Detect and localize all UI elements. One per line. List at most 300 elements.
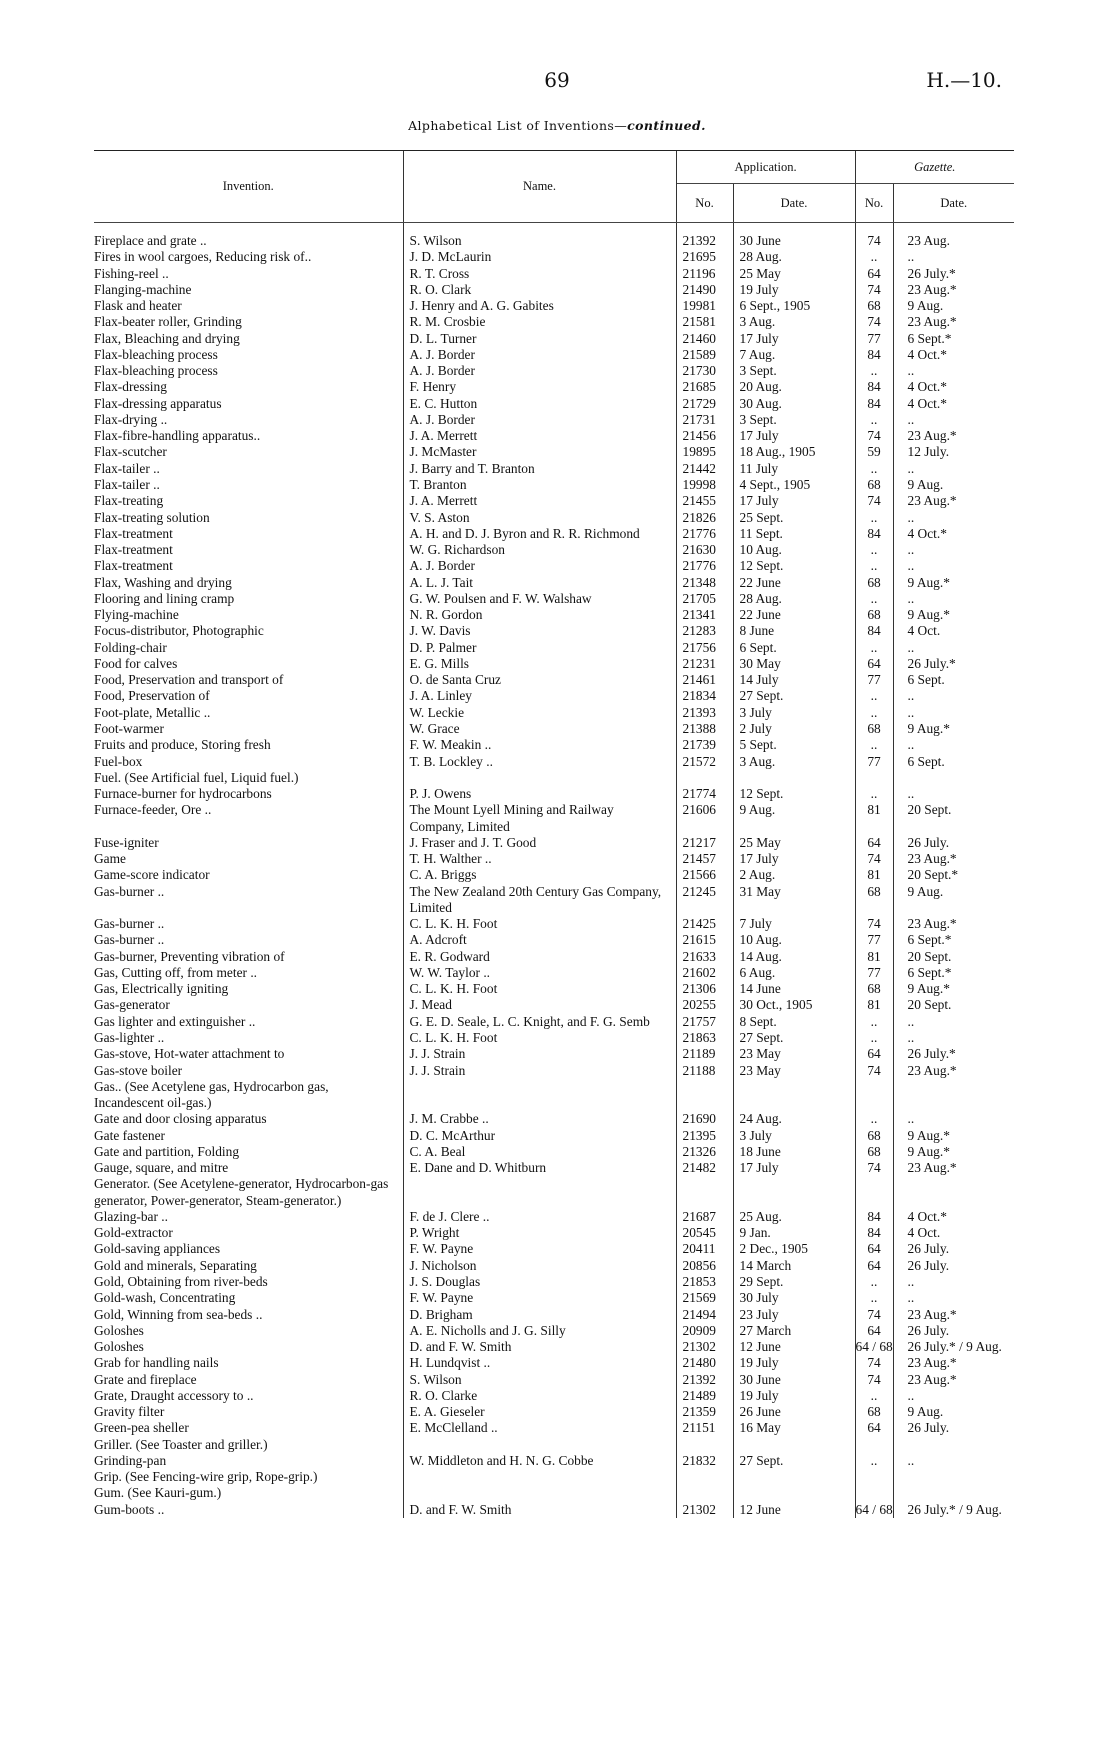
cell-no: 19981 [676, 298, 733, 314]
table-row [94, 802, 1014, 835]
table-row [94, 1290, 1014, 1306]
table-row [94, 1160, 1014, 1176]
cell-date: 12 Sept. [733, 558, 855, 574]
cell-date: 3 Aug. [733, 314, 855, 330]
cell-gdate: 23 Aug.* [893, 1307, 1014, 1323]
cell-no: 21853 [676, 1274, 733, 1290]
cell-no: 21581 [676, 314, 733, 330]
cell-no: 21776 [676, 526, 733, 542]
table-row [94, 949, 1014, 965]
cell-gdate: 9 Aug.* [893, 1128, 1014, 1144]
cell-no: 21341 [676, 607, 733, 623]
cell-date: 28 Aug. [733, 591, 855, 607]
cell-inv: Gas-lighter .. [94, 1030, 165, 1046]
cell-inv: Gas-burner, Preventing vibration of [94, 948, 285, 964]
cell-gno: .. [855, 786, 893, 802]
cell-name: A. L. J. Tait [403, 575, 676, 591]
table-row [94, 558, 1014, 574]
table-row [94, 510, 1014, 526]
cell-inv: Flax, Bleaching and drying [94, 330, 240, 346]
cell-date: 3 July [733, 705, 855, 721]
cell-no [676, 770, 733, 786]
table-row [94, 705, 1014, 721]
cell-inv: Flanging-machine [94, 281, 192, 297]
cell-inv: Grab for handling nails [94, 1355, 219, 1371]
cell-gno: .. [855, 1030, 893, 1046]
table-row [94, 266, 1014, 282]
cell-no: 20856 [676, 1258, 733, 1274]
table-row [94, 1307, 1014, 1323]
cell-date: 30 Oct., 1905 [733, 997, 855, 1013]
cell-date: 12 Sept. [733, 786, 855, 802]
cell-inv: Flax-beater roller, Grinding [94, 314, 242, 330]
cell-gdate: 6 Sept. [893, 672, 1014, 688]
cell-gno: 68 [855, 721, 893, 737]
cell-name: S. Wilson [403, 1372, 676, 1388]
cell-inv: Gold-wash, Concentrating [94, 1290, 236, 1306]
cell-no: 21690 [676, 1111, 733, 1127]
cell-gdate: 26 July. [893, 1420, 1014, 1436]
table-row [94, 363, 1014, 379]
cell-name [403, 1079, 676, 1112]
cell-inv: Flooring and lining cramp [94, 590, 235, 606]
cell-inv: Gas-generator [94, 997, 170, 1013]
cell-gdate: 23 Aug.* [893, 851, 1014, 867]
cell-name: F. W. Meakin .. [403, 737, 676, 753]
cell-name: A. J. Border [403, 347, 676, 363]
cell-name: A. H. and D. J. Byron and R. R. Richmond [403, 526, 676, 542]
cell-gdate: 4 Oct.* [893, 1209, 1014, 1225]
cell-gdate [893, 1437, 1014, 1453]
cell-inv: Gas, Electrically igniting [94, 981, 229, 997]
table-row [94, 835, 1014, 851]
cell-gno: .. [855, 640, 893, 656]
document-code: H.—10. [926, 68, 1002, 92]
cell-name: J. W. Davis [403, 623, 676, 639]
cell-inv: Fires in wool cargoes, Reducing risk of.. [94, 249, 312, 265]
cell-no: 21395 [676, 1128, 733, 1144]
cell-no: 21457 [676, 851, 733, 867]
cell-name: D. and F. W. Smith [403, 1339, 676, 1355]
cell-gdate: 9 Aug.* [893, 575, 1014, 591]
cell-name: D. L. Turner [403, 331, 676, 347]
cell-gdate: 26 July.* / 9 Aug. [893, 1339, 1014, 1355]
cell-inv: Gas-burner .. [94, 932, 165, 948]
table-row [94, 1225, 1014, 1241]
cell-no: 21705 [676, 591, 733, 607]
cell-date: 6 Aug. [733, 965, 855, 981]
cell-gno: 74 [855, 282, 893, 298]
cell-gno: 68 [855, 575, 893, 591]
cell-name: S. Wilson [403, 233, 676, 249]
table-row [94, 591, 1014, 607]
cell-gno: 77 [855, 672, 893, 688]
cell-no: 21757 [676, 1014, 733, 1030]
cell-date: 3 Sept. [733, 363, 855, 379]
cell-gdate: .. [893, 1290, 1014, 1306]
cell-inv: Gas-burner .. [94, 883, 165, 899]
cell-gno [855, 1485, 893, 1501]
cell-gno: 68 [855, 607, 893, 623]
cell-date: 18 June [733, 1144, 855, 1160]
cell-no: 20411 [676, 1241, 733, 1257]
cell-inv: Gold, Winning from sea-beds .. [94, 1306, 263, 1322]
cell-gno [855, 1469, 893, 1485]
cell-gdate: 23 Aug. [893, 233, 1014, 249]
cell-name: J. McMaster [403, 444, 676, 460]
cell-gdate: .. [893, 558, 1014, 574]
cell-date: 12 June [733, 1339, 855, 1355]
cell-no: 21231 [676, 656, 733, 672]
cell-date: 27 March [733, 1323, 855, 1339]
cell-inv: Flax-tailer .. [94, 476, 160, 492]
cell-inv: Glazing-bar .. [94, 1208, 168, 1224]
table-row [94, 623, 1014, 639]
cell-inv: Game-score indicator [94, 867, 210, 883]
cell-gdate: 4 Oct.* [893, 526, 1014, 542]
cell-no: 21151 [676, 1420, 733, 1436]
cell-gno: .. [855, 542, 893, 558]
cell-no: 21425 [676, 916, 733, 932]
cell-inv: Flax-treatment [94, 542, 173, 558]
cell-gdate: 20 Sept. [893, 949, 1014, 965]
cell-inv: Foot-plate, Metallic .. [94, 704, 211, 720]
cell-gno [855, 770, 893, 786]
cell-gdate: 23 Aug.* [893, 314, 1014, 330]
cell-gdate: 9 Aug.* [893, 721, 1014, 737]
cell-gdate: .. [893, 591, 1014, 607]
cell-date: 31 May [733, 884, 855, 917]
title-text: Alphabetical List of Inventions— [408, 118, 628, 133]
table-row [94, 1372, 1014, 1388]
cell-date: 10 Aug. [733, 932, 855, 948]
cell-gdate: 6 Sept.* [893, 965, 1014, 981]
cell-inv: Grate, Draught accessory to .. [94, 1387, 254, 1403]
cell-date: 4 Sept., 1905 [733, 477, 855, 493]
table-row [94, 233, 1014, 249]
cell-date: 22 June [733, 575, 855, 591]
table-row [94, 688, 1014, 704]
table-row [94, 672, 1014, 688]
header-app-date: Date. [733, 184, 855, 223]
cell-name: A. E. Nicholls and J. G. Silly [403, 1323, 676, 1339]
cell-name: C. L. K. H. Foot [403, 981, 676, 997]
cell-inv: Gold and minerals, Separating [94, 1257, 257, 1273]
cell-gno: .. [855, 1388, 893, 1404]
cell-date: 9 Jan. [733, 1225, 855, 1241]
cell-gno: 64 [855, 1420, 893, 1436]
cell-name: W. W. Taylor .. [403, 965, 676, 981]
cell-gdate: 26 July. [893, 835, 1014, 851]
table-row [94, 1014, 1014, 1030]
cell-gno: 64 [855, 1258, 893, 1274]
table-row [94, 379, 1014, 395]
cell-no: 21834 [676, 688, 733, 704]
cell-gno: 77 [855, 331, 893, 347]
cell-date [733, 1485, 855, 1501]
table-row [94, 1437, 1014, 1453]
cell-gdate: .. [893, 1274, 1014, 1290]
cell-no: 21461 [676, 672, 733, 688]
cell-date: 26 June [733, 1404, 855, 1420]
cell-name: O. de Santa Cruz [403, 672, 676, 688]
cell-name: J. A. Merrett [403, 493, 676, 509]
cell-gno: .. [855, 558, 893, 574]
cell-gno: 81 [855, 949, 893, 965]
cell-inv: Flax-dressing [94, 379, 167, 395]
cell-date: 11 July [733, 461, 855, 477]
cell-gno [855, 1437, 893, 1453]
page-title [0, 118, 1114, 133]
cell-no: 21687 [676, 1209, 733, 1225]
table-row [94, 997, 1014, 1013]
cell-name: J. Barry and T. Branton [403, 461, 676, 477]
cell-no: 21196 [676, 266, 733, 282]
cell-name: A. J. Border [403, 363, 676, 379]
cell-gdate: .. [893, 412, 1014, 428]
cell-date: 19 July [733, 1355, 855, 1371]
cell-name: G. W. Poulsen and F. W. Walshaw [403, 591, 676, 607]
cell-no: 21456 [676, 428, 733, 444]
cell-date: 17 July [733, 493, 855, 509]
cell-name: J. Mead [403, 997, 676, 1013]
cell-gdate: .. [893, 688, 1014, 704]
cell-name: J. A. Merrett [403, 428, 676, 444]
cell-no: 21730 [676, 363, 733, 379]
cell-name: H. Lundqvist .. [403, 1355, 676, 1371]
cell-inv: Goloshes [94, 1339, 144, 1355]
cell-no: 21826 [676, 510, 733, 526]
cell-date: 18 Aug., 1905 [733, 444, 855, 460]
cell-inv: Furnace-burner for hydrocarbons [94, 786, 272, 802]
cell-no: 21695 [676, 249, 733, 265]
table-row [94, 1079, 1014, 1112]
cell-gno [855, 1176, 893, 1209]
cell-date: 3 Aug. [733, 754, 855, 770]
cell-no: 21863 [676, 1030, 733, 1046]
cell-gno: 84 [855, 379, 893, 395]
cell-name: F. W. Payne [403, 1241, 676, 1257]
cell-no: 21685 [676, 379, 733, 395]
cell-name: C. A. Briggs [403, 867, 676, 883]
cell-gno: 64 [855, 656, 893, 672]
cell-no [676, 1437, 733, 1453]
cell-gdate: 12 July. [893, 444, 1014, 460]
cell-inv: Gold-saving appliances [94, 1241, 221, 1257]
cell-gno: 77 [855, 932, 893, 948]
cell-gno: 68 [855, 1128, 893, 1144]
cell-inv: Flax, Washing and drying [94, 574, 232, 590]
cell-gdate: 9 Aug. [893, 884, 1014, 917]
cell-no: 21392 [676, 1372, 733, 1388]
cell-gdate: 23 Aug.* [893, 916, 1014, 932]
cell-gno: 64 / 68 [855, 1339, 893, 1355]
cell-gno: 84 [855, 526, 893, 542]
cell-no: 21482 [676, 1160, 733, 1176]
cell-name: E. C. Hutton [403, 396, 676, 412]
cell-gno: 81 [855, 997, 893, 1013]
cell-gdate [893, 1176, 1014, 1209]
cell-no: 21489 [676, 1388, 733, 1404]
cell-gdate: 26 July. [893, 1258, 1014, 1274]
table-row [94, 1209, 1014, 1225]
cell-no: 21490 [676, 282, 733, 298]
cell-no: 21326 [676, 1144, 733, 1160]
cell-date: 3 Sept. [733, 412, 855, 428]
cell-inv: Green-pea sheller [94, 1420, 189, 1436]
cell-no: 19895 [676, 444, 733, 460]
cell-date: 25 Sept. [733, 510, 855, 526]
cell-name: A. J. Border [403, 412, 676, 428]
cell-gno [855, 1079, 893, 1112]
cell-gno: 68 [855, 298, 893, 314]
table-row [94, 412, 1014, 428]
cell-gdate: .. [893, 1030, 1014, 1046]
cell-name: P. J. Owens [403, 786, 676, 802]
cell-gno: 74 [855, 1355, 893, 1371]
cell-name: E. A. Gieseler [403, 1404, 676, 1420]
cell-date: 7 Aug. [733, 347, 855, 363]
cell-gdate: 9 Aug. [893, 1404, 1014, 1420]
table-row [94, 575, 1014, 591]
cell-gno: 84 [855, 1209, 893, 1225]
cell-gdate: .. [893, 1453, 1014, 1469]
cell-date: 2 Aug. [733, 867, 855, 883]
table-row [94, 1144, 1014, 1160]
cell-gdate: 9 Aug.* [893, 1144, 1014, 1160]
header-gazette: Gazette. [855, 151, 1014, 184]
cell-date: 17 July [733, 331, 855, 347]
cell-gdate: 20 Sept.* [893, 867, 1014, 883]
cell-gno: 59 [855, 444, 893, 460]
cell-name: F. Henry [403, 379, 676, 395]
cell-name: J. J. Strain [403, 1046, 676, 1062]
table-row [94, 721, 1014, 737]
cell-no: 21774 [676, 786, 733, 802]
cell-no: 21480 [676, 1355, 733, 1371]
cell-gdate: .. [893, 705, 1014, 721]
cell-date [733, 1469, 855, 1485]
cell-no: 20909 [676, 1323, 733, 1339]
cell-gdate: .. [893, 1111, 1014, 1127]
cell-no: 21302 [676, 1502, 733, 1518]
cell-no: 21306 [676, 981, 733, 997]
cell-inv: Flax-fibre-handling apparatus.. [94, 428, 261, 444]
cell-date: 25 Aug. [733, 1209, 855, 1225]
cell-inv: Gate fastener [94, 1127, 166, 1143]
cell-gno: 74 [855, 314, 893, 330]
cell-name: J. D. McLaurin [403, 249, 676, 265]
cell-date [733, 1079, 855, 1112]
table-row [94, 444, 1014, 460]
cell-date: 30 July [733, 1290, 855, 1306]
cell-name: J. Henry and A. G. Gabites [403, 298, 676, 314]
cell-inv: Game [94, 851, 126, 867]
cell-date: 5 Sept. [733, 737, 855, 753]
header-app-no: No. [676, 184, 733, 223]
cell-name: R. M. Crosbie [403, 314, 676, 330]
cell-no [676, 1079, 733, 1112]
cell-inv: Food, Preservation and transport of [94, 672, 284, 688]
header-application: Application. [676, 151, 855, 184]
table-row [94, 282, 1014, 298]
cell-inv: Flax-treating solution [94, 509, 210, 525]
cell-inv: Gum-boots .. [94, 1501, 165, 1517]
cell-gno: 81 [855, 867, 893, 883]
cell-name: E. G. Mills [403, 656, 676, 672]
cell-inv: Gas-stove, Hot-water attachment to [94, 1046, 285, 1062]
cell-no: 21348 [676, 575, 733, 591]
cell-date: 24 Aug. [733, 1111, 855, 1127]
table-row [94, 1469, 1014, 1485]
cell-date [733, 1437, 855, 1453]
cell-date: 23 July [733, 1307, 855, 1323]
cell-gdate [893, 770, 1014, 786]
cell-date: 17 July [733, 1160, 855, 1176]
cell-date: 20 Aug. [733, 379, 855, 395]
table-row [94, 298, 1014, 314]
table-row [94, 1274, 1014, 1290]
cell-inv: Fruits and produce, Storing fresh [94, 737, 271, 753]
cell-no: 21615 [676, 932, 733, 948]
table-row [94, 1355, 1014, 1371]
table-row [94, 347, 1014, 363]
cell-no: 21630 [676, 542, 733, 558]
cell-date: 17 July [733, 851, 855, 867]
cell-inv: Flax-treating [94, 493, 164, 509]
cell-gdate: 4 Oct.* [893, 396, 1014, 412]
table-row [94, 607, 1014, 623]
cell-gno: 68 [855, 884, 893, 917]
table-row [94, 737, 1014, 753]
cell-gdate: 6 Sept. [893, 754, 1014, 770]
cell-name: R. O. Clark [403, 282, 676, 298]
cell-date: 6 Sept., 1905 [733, 298, 855, 314]
cell-date: 14 July [733, 672, 855, 688]
cell-no: 21245 [676, 884, 733, 917]
cell-date: 25 May [733, 266, 855, 282]
header-gaz-no: No. [855, 184, 893, 223]
cell-gdate: 9 Aug. [893, 477, 1014, 493]
cell-no: 21302 [676, 1339, 733, 1355]
cell-gdate: .. [893, 737, 1014, 753]
table-row [94, 656, 1014, 672]
cell-date: 7 July [733, 916, 855, 932]
cell-no: 21359 [676, 1404, 733, 1420]
cell-name: C. L. K. H. Foot [403, 1030, 676, 1046]
cell-name: W. Grace [403, 721, 676, 737]
cell-gno: 84 [855, 1225, 893, 1241]
cell-gdate: 20 Sept. [893, 997, 1014, 1013]
cell-gno: .. [855, 510, 893, 526]
cell-gno: 74 [855, 493, 893, 509]
header-invention: Invention. [94, 151, 403, 223]
cell-inv: Gravity filter [94, 1404, 165, 1420]
cell-name: E. R. Godward [403, 949, 676, 965]
cell-name: C. L. K. H. Foot [403, 916, 676, 932]
table-row [94, 867, 1014, 883]
cell-no: 21739 [676, 737, 733, 753]
cell-name: J. S. Douglas [403, 1274, 676, 1290]
cell-inv: Gauge, square, and mitre [94, 1160, 229, 1176]
table-row [94, 1420, 1014, 1436]
cell-inv: Flying-machine [94, 607, 179, 623]
cell-date: 19 July [733, 1388, 855, 1404]
cell-gno: 74 [855, 1063, 893, 1079]
table-row [94, 331, 1014, 347]
cell-name: D. P. Palmer [403, 640, 676, 656]
cell-gno: .. [855, 737, 893, 753]
